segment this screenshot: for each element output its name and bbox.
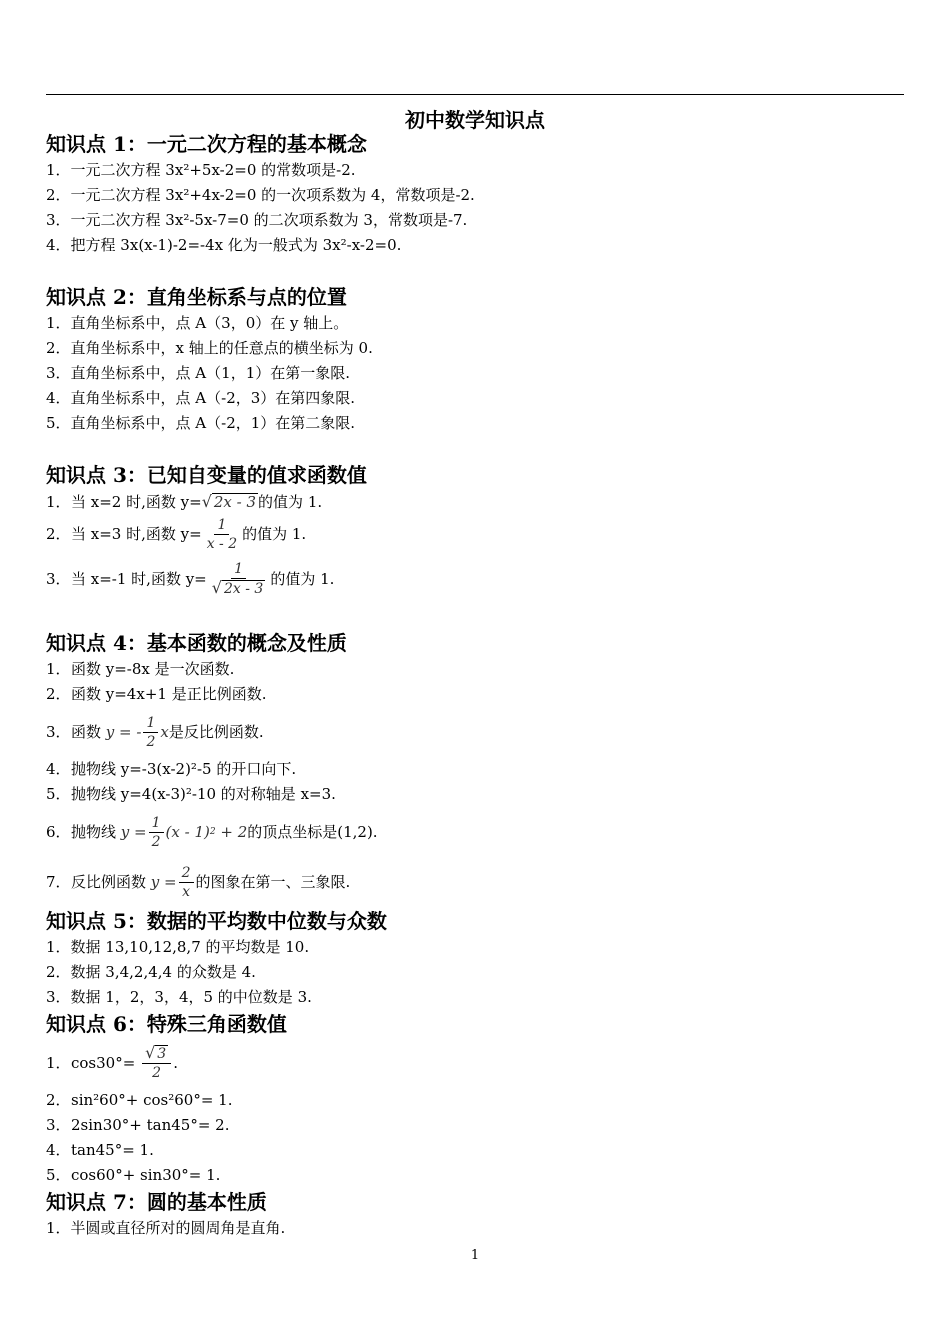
s1-item-3: 3．一元二次方程 3x²-5x-7=0 的二次项系数为 3，常数项是-7. (46, 211, 468, 229)
s1-item-4: 4．把方程 3x(x-1)-2=-4x 化为一般式为 3x²-x-2=0. (46, 236, 402, 254)
section-7-heading: 知识点 7：圆的基本性质 (46, 1190, 267, 1214)
s5-item-2: 2．数据 3,4,2,4,4 的众数是 4. (46, 963, 256, 981)
s4-item-3: 3． 函数 y = - $\frac{1}{2}$ x 是反比例函数. (46, 714, 264, 750)
s2-item-1: 1．直角坐标系中，点 A（3，0）在 y 轴上。 (46, 314, 349, 332)
s2-item-3: 3．直角坐标系中，点 A（1，1）在第一象限. (46, 364, 351, 382)
s1-item-2: 2．一元二次方程 3x²+4x-2=0 的一次项系数为 4，常数项是-2. (46, 186, 475, 204)
s4-item-5: 5．抛物线 y=4(x-3)²-10 的对称轴是 x=3. (46, 785, 336, 803)
s2-item-5: 5．直角坐标系中，点 A（-2，1）在第二象限. (46, 414, 356, 432)
document-body (46, 130, 906, 1241)
section-3-heading: 知识点 3：已知自变量的值求函数值 (46, 463, 367, 487)
s4-item-1: 1．函数 y=-8x 是一次函数. (46, 660, 235, 678)
s7-item-1: 1．半圆或直径所对的圆周角是直角. (46, 1219, 286, 1237)
s4-item-6: 6． 抛物线 y = $\frac{1}{2}$ (x - 1) 2 + 2 的顶点坐标是(1,2). (46, 814, 378, 850)
s2-item-4: 4．直角坐标系中，点 A（-2，3）在第四象限. (46, 389, 356, 407)
fraction: 1 √ 2x - 3 (211, 561, 264, 597)
s1-item-1: 1．一元二次方程 3x²+5x-2=0 的常数项是-2. (46, 161, 356, 179)
s4-item-4: 4．抛物线 y=-3(x-2)²-5 的开口向下. (46, 760, 297, 778)
s6-item-4: 4．tan45°= 1. (46, 1141, 154, 1159)
s6-item-1: 1． cos30°= √ 3 2 . (46, 1043, 178, 1081)
s2-item-2: 2．直角坐标系中，x 轴上的任意点的横坐标为 0. (46, 339, 373, 357)
section-1-heading: 知识点 1：一元二次方程的基本概念 (46, 132, 367, 156)
s6-item-3: 3．2sin30°+ tan45°= 2. (46, 1116, 230, 1134)
s3-item-2: 2． 当 x=3 时,函数 y= $\frac{1}{x - 2}$ 的值为 1. (46, 516, 307, 552)
s5-item-1: 1．数据 13,10,12,8,7 的平均数是 10. (46, 938, 310, 956)
s5-item-3: 3．数据 1，2，3，4，5 的中位数是 3. (46, 988, 312, 1006)
s4-item-2: 2．函数 y=4x+1 是正比例函数. (46, 685, 267, 703)
page-title: 初中数学知识点 (405, 108, 545, 132)
s6-item-5: 5．cos60°+ sin30°= 1. (46, 1166, 221, 1184)
s6-item-2: 2．sin²60°+ cos²60°= 1. (46, 1091, 233, 1109)
section-6-heading: 知识点 6：特殊三角函数值 (46, 1012, 287, 1036)
header-rule (46, 94, 904, 95)
section-4-heading: 知识点 4：基本函数的概念及性质 (46, 631, 347, 655)
s3-item-3: 3． 当 x=-1 时,函数 y= 1 √ 2x - 3 的值为 1. (46, 561, 335, 597)
page-number: 1 (470, 1248, 480, 1263)
section-2-heading: 知识点 2：直角坐标系与点的位置 (46, 285, 347, 309)
section-5-heading: 知识点 5：数据的平均数中位数与众数 (46, 909, 387, 933)
s4-item-7: 7． 反比例函数 y = $\frac{2}{x}$ 的图象在第一、三象限. (46, 864, 351, 900)
s3-item-1: 1．当 x=2 时,函数 y= √ 2x - 3 的值为 1. (46, 489, 906, 514)
fraction: $\frac{1}{x - 2}$ (206, 516, 238, 552)
sqrt-expr: √ 2x - 3 (201, 492, 257, 511)
